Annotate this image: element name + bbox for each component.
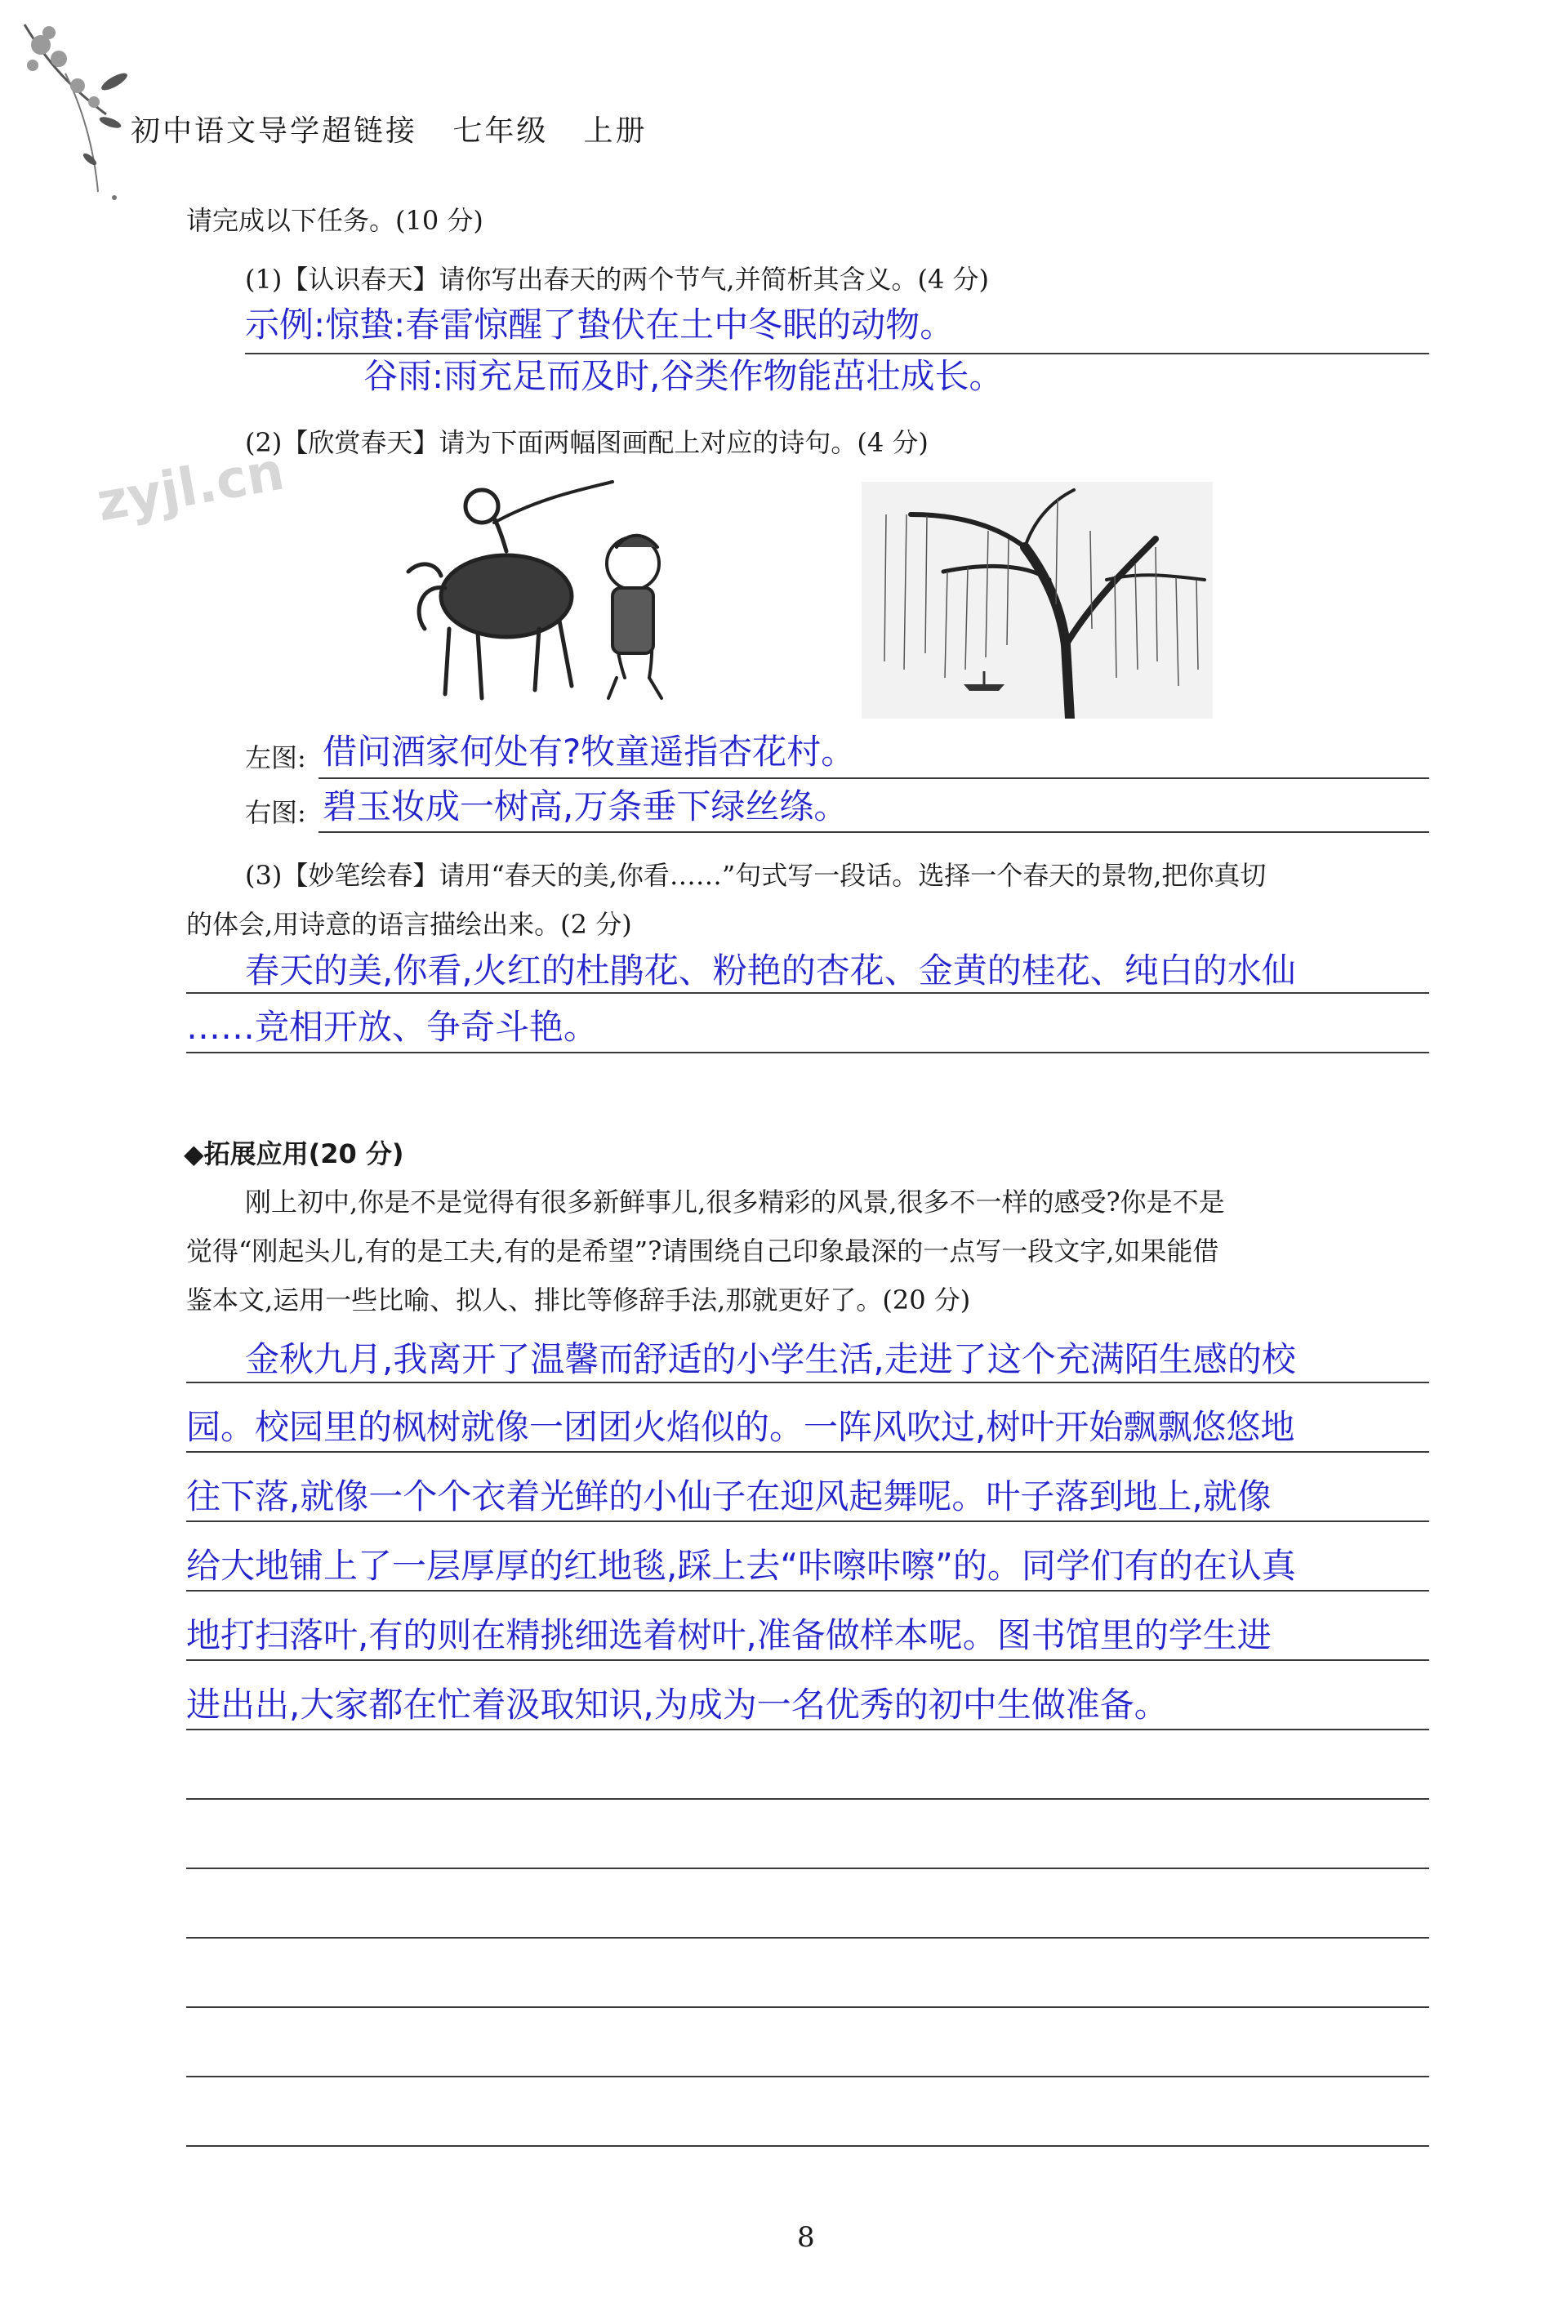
q2-left-answer: 借问酒家何处有?牧童遥指杏花村。	[323, 732, 856, 772]
writing-line	[186, 1868, 1429, 1869]
section2-prompt-line2: 觉得“刚起头儿,有的是工夫,有的是希望”?请围绕自己印象最深的一点写一段文字,如果能借	[186, 1235, 1219, 1267]
q2-left-label: 左图:	[245, 742, 306, 773]
q3-prompt-line2: 的体会,用诗意的语言描绘出来。(2 分)	[186, 909, 632, 940]
writing-line	[186, 2006, 1429, 2008]
q3-prompt-line1: (3)【妙笔绘春】请用“春天的美,你看……”句式写一段话。选择一个春天的景物,把你真切	[245, 860, 1267, 891]
answer-rule	[186, 992, 1429, 994]
q1-answer-line2: 谷雨:雨充足而及时,谷类作物能茁壮成长。	[363, 356, 1004, 396]
blossom-branch-decoration	[16, 16, 139, 204]
q3-answer-line1: 春天的美,你看,火红的杜鹃花、粉艳的杏花、金黄的桂花、纯白的水仙	[245, 951, 1296, 991]
page-number: 8	[797, 2221, 815, 2254]
q3-answer-line2: ……竞相开放、争奇斗艳。	[186, 1007, 599, 1047]
header-title: 初中语文导学超链接 七年级 上册	[131, 114, 648, 148]
writing-line	[186, 1520, 1429, 1522]
section2-prompt-line1: 刚上初中,你是不是觉得有很多新鲜事儿,很多精彩的风景,很多不一样的感受?你是不是	[245, 1186, 1225, 1218]
writing-line	[186, 1729, 1429, 1730]
writing-line	[186, 1382, 1429, 1383]
essay-line-2: 园。校园里的枫树就像一团团火焰似的。一阵风吹过,树叶开始飘飘悠悠地	[186, 1407, 1295, 1447]
writing-line	[186, 1590, 1429, 1592]
essay-line-5: 地打扫落叶,有的则在精挑细选着树叶,准备做样本呢。图书馆里的学生进	[186, 1615, 1272, 1655]
essay-line-4: 给大地铺上了一层厚厚的红地毯,踩上去“咔嚓咔嚓”的。同学们有的在认真	[186, 1546, 1296, 1586]
answer-rule	[318, 831, 1429, 833]
answer-rule	[318, 777, 1429, 779]
q1-prompt: (1)【认识春天】请你写出春天的两个节气,并简析其含义。(4 分)	[245, 264, 990, 295]
writing-line	[186, 1798, 1429, 1800]
watermark: zyjl.cn	[92, 441, 289, 534]
essay-line-3: 往下落,就像一个个衣着光鲜的小仙子在迎风起舞呢。叶子落到地上,就像	[186, 1476, 1272, 1516]
writing-line	[186, 1451, 1429, 1453]
q2-right-answer: 碧玉妆成一树高,万条垂下绿丝绦。	[323, 786, 849, 826]
essay-line-1: 金秋九月,我离开了温馨而舒适的小学生活,走进了这个充满陌生感的校	[245, 1339, 1296, 1379]
writing-line	[186, 1659, 1429, 1661]
writing-line	[186, 2145, 1429, 2147]
writing-line	[186, 2076, 1429, 2077]
section-title: ◆拓展应用(20 分)	[184, 1138, 404, 1169]
willow-tree-illustration	[862, 482, 1213, 719]
q2-prompt: (2)【欣赏春天】请为下面两幅图画配上对应的诗句。(4 分)	[245, 427, 929, 458]
essay-line-6: 进出出,大家都在忙着汲取知识,为成为一名优秀的初中生做准备。	[186, 1685, 1169, 1725]
writing-line	[186, 1937, 1429, 1939]
task-intro: 请完成以下任务。(10 分)	[186, 205, 483, 236]
section2-prompt-line3: 鉴本文,运用一些比喻、拟人、排比等修辞手法,那就更好了。(20 分)	[186, 1284, 971, 1316]
q2-right-label: 右图:	[245, 797, 306, 828]
herd-boy-ox-illustration	[400, 474, 694, 719]
q1-answer-line1: 示例:惊蛰:春雷惊醒了蛰伏在土中冬眠的动物。	[245, 305, 955, 345]
answer-rule	[186, 1052, 1429, 1053]
